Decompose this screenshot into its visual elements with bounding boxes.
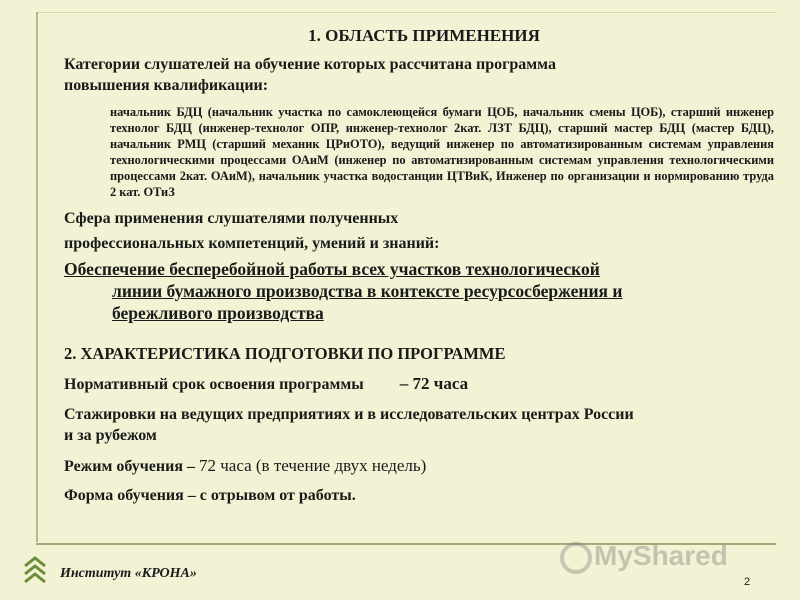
regime-row	[64, 455, 774, 477]
categories-intro-line2: повышения квалификации:	[64, 77, 269, 94]
duration-label: Нормативный срок освоения программы	[64, 376, 364, 393]
categories-intro-line1: Категории слушателей на обучение которых рассчитана программа	[64, 56, 556, 73]
internships-line2: и за рубежом	[64, 427, 157, 444]
internships-line1: Стажировки на ведущих предприятиях и в исследовательских центрах России	[64, 406, 634, 423]
goal-line3: бережливого производства	[112, 303, 324, 323]
duration-row	[64, 373, 774, 395]
institute-logo-icon	[22, 556, 48, 586]
watermark-text: MyShared	[594, 540, 728, 571]
frame-top-line	[36, 12, 776, 13]
regime-value: 72 часа (в течение двух недель)	[199, 456, 427, 475]
positions-block	[64, 104, 774, 200]
goal-statement	[64, 258, 774, 324]
watermark-ring-icon	[560, 542, 592, 574]
slide-content	[64, 20, 774, 506]
watermark	[560, 540, 760, 580]
goal-line2: линии бумажного производства в контексте ресурсосбержения и	[112, 281, 623, 301]
institute-name: Институт «КРОНА»	[60, 566, 197, 581]
page-number: 2	[744, 576, 751, 588]
sphere-line2: профессиональных компетенций, умений и знаний:	[64, 235, 440, 252]
section2-title: 2. ХАРАКТЕРИСТИКА ПОДГОТОВКИ ПО ПРОГРАММЕ	[64, 344, 506, 363]
sphere-line1: Сфера применения слушателями полученных	[64, 210, 399, 227]
section1-title: 1. ОБЛАСТЬ ПРИМЕНЕНИЯ	[308, 26, 540, 45]
duration-value: – 72 часа	[399, 374, 469, 393]
goal-line1: Обеспечение бесперебойной работы всех участков технологической	[64, 259, 600, 279]
regime-label: Режим обучения –	[64, 458, 195, 475]
frame-left-line	[36, 12, 38, 542]
form-of-study: Форма обучения – с отрывом от работы.	[64, 487, 356, 504]
positions-text: начальник БДЦ (начальник участка по самоклеющейся бумаги ЦОБ, начальник смены ЦОБ), старший инженер технолог БДЦ (инженер-технолог ОПР, инженер-технолог 2кат. ЛЗТ БДЦ), старший мастер БДЦ (мастер БДЦ), начальник РМЦ (старший механик ЦРиОТО), ведущий инженер по автоматизированным системам управления технологическими процессами ОАиМ (инженер по автоматизированным системам управления технологическими процессами 2кат. ОАиМ), начальник участка водостанции ЦТВиК, Инженер по организации и нормированию труда 2 кат. ОТиЗ	[110, 105, 774, 199]
